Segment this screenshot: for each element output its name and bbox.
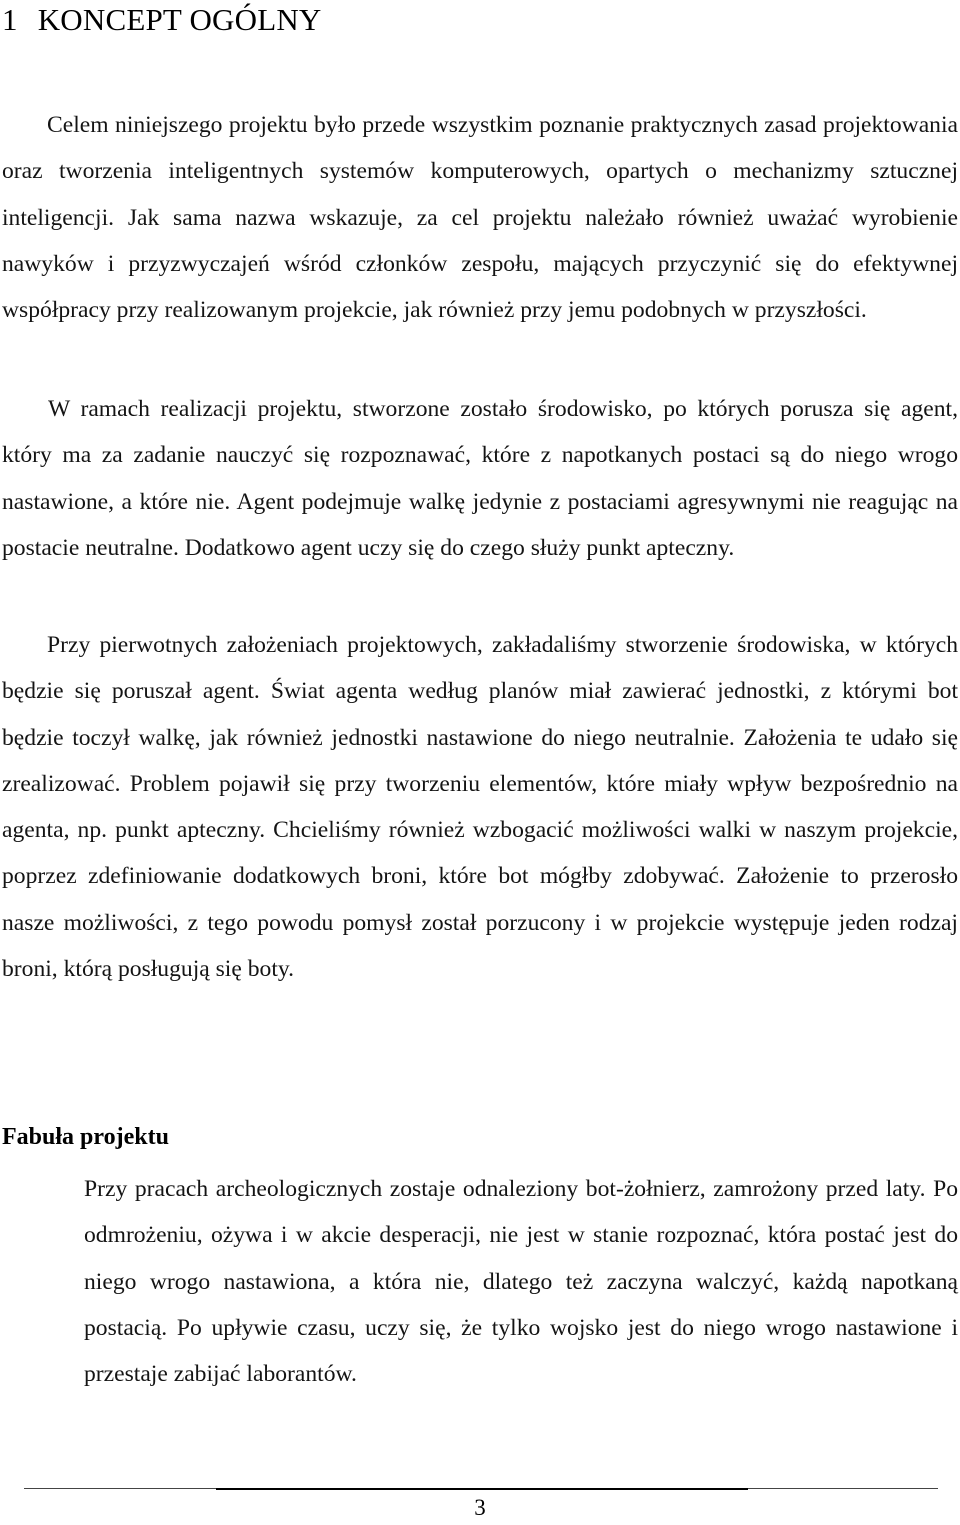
chapter-number: 1: [2, 2, 18, 37]
section-paragraph: Przy pracach archeologicznych zostaje odnaleziony bot-żołnierz, zamrożony przed laty. Po odmrożeniu, ożywa i w akcie desperacji, nie jest w stanie rozpoznać, która postać jest do niego wrogo nastawiona, a która nie, dlatego też zaczyna walczyć, każdą napotkaną postacią. Po upływie czasu, uczy się, że tylko wojsko jest do niego wrogo nastawione i przestaje zabijać laborantów.: [84, 1176, 958, 1388]
body-paragraph-1: Celem niniejszego projektu było przede wszystkim poznanie praktycznych zasad projektowania oraz tworzenia inteligentnych systemów komputerowych, opartych o mechanizmy sztucznej inteligencji. Jak sama nazwa wskazuje, za cel projektu należało również uważać wyrobienie nawyków i przyzwyczajeń wśród członków zespołu, mających przyczynić się do efektywnej współpracy przy realizowanym projekcie, jak również przy jemu podobnych w przyszłości.: [2, 112, 958, 324]
section-heading: Fabuła projektu: [2, 1124, 169, 1150]
chapter-title: KONCEPT OGÓLNY: [37, 2, 322, 37]
page-number: 3: [474, 1495, 486, 1520]
body-paragraph-2: W ramach realizacji projektu, stworzone zostało środowisko, po których porusza się agent, który ma za zadanie nauczyć się rozpoznawać, które z napotkanych postaci są do niego wrogo nastawione, a które nie. Agent podejmuje walkę jedynie z postaciami agresywnymi nie reagując na postacie neutralne. Dodatkowo agent uczy się do czego służy punkt apteczny.: [2, 396, 958, 561]
footer-divider-center: [216, 1488, 748, 1490]
body-paragraph-3: Przy pierwotnych założeniach projektowych, zakładaliśmy stworzenie środowiska, w których będzie się poruszał agent. Świat agenta według planów miał zawierać jednostki, z którymi bot będzie toczył walkę, jak również jednostki nastawione do niego neutralnie. Założenia te udało się zrealizować. Problem pojawił się przy tworzeniu elementów, które miały wpływ bezpośrednio na agenta, np. punkt apteczny. Chcieliśmy również wzbogacić możliwości walki w naszym projekcie, poprzez zdefiniowanie dodatkowych broni, które bot mógłby zdobywać. Założenie to przerosło nasze możliwości, z tego powodu pomysł został porzucony i w projekcie występuje jeden rodzaj broni, którą posługują się boty.: [2, 632, 958, 983]
footer-divider: [24, 1488, 938, 1489]
chapter-heading: [2, 2, 322, 38]
